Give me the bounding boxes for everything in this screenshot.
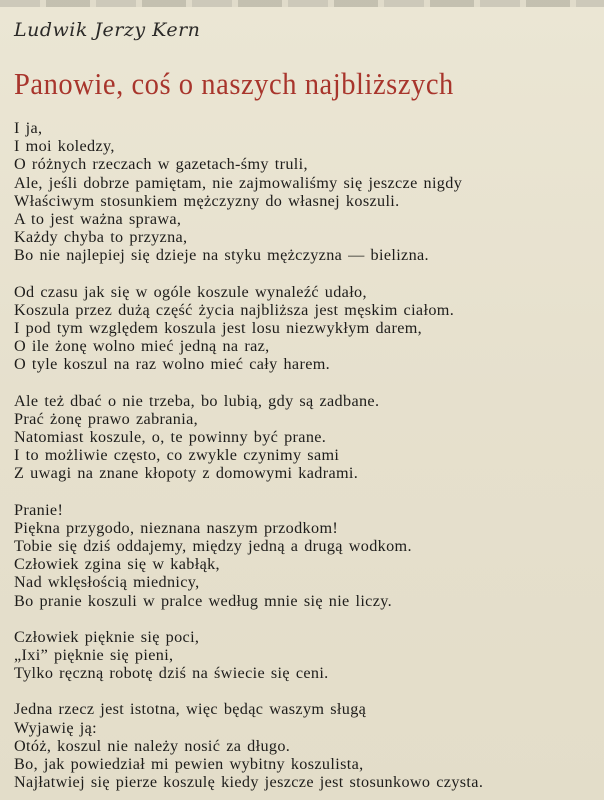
poem-line: Prać żonę prawo zabrania, — [14, 409, 199, 428]
poem-line: Człowiek pięknie się poci, — [14, 627, 200, 646]
poem-line: Z uwagi na znane kłopoty z domowymi kadrami. — [14, 464, 359, 483]
poem-line: Nad wklęsłością miednicy, — [14, 573, 200, 592]
stanza — [14, 501, 594, 610]
stanza — [14, 283, 594, 374]
poem-line: Tylko ręczną robotę dziś na świecie się ceni. — [14, 664, 329, 683]
author-name: Ludwik Jerzy Kern — [14, 19, 201, 41]
poem-line: Najłatwiej się pierze koszulę kiedy jeszcze jest stosunkowo czysta. — [14, 773, 484, 792]
poem-line: Człowiek zgina się w kabłąk, — [14, 555, 220, 574]
poem-line: Bo, jak powiedział mi pewien wybitny koszulista, — [14, 755, 364, 774]
poem-line: I ja, — [14, 119, 43, 137]
poem-line: „Ixi” pięknie się pieni, — [14, 646, 174, 665]
poem-line: O tyle koszul na raz wolno mieć cały harem. — [14, 355, 331, 374]
poem-line: Pranie! — [14, 500, 64, 519]
poem-line: Tobie się dziś oddajemy, między jedną a drugą wodkom. — [14, 537, 412, 556]
poem-line: Bo nie najlepiej się dzieje na styku mężczyzna — bielizna. — [14, 246, 429, 265]
poem-line: I pod tym względem koszula jest losu niezwykłym darem, — [14, 319, 423, 338]
poem-line: Natomiast koszule, o, te powinny być prane. — [14, 428, 327, 447]
poem-line: Wyjawię ją: — [14, 718, 98, 737]
stanza — [14, 628, 594, 683]
page-top-edge — [0, 0, 604, 7]
stanza — [14, 119, 594, 265]
poem-line: O ile żonę wolno mieć jedną na raz, — [14, 337, 270, 356]
poem-line: Każdy chyba to przyzna, — [14, 228, 188, 247]
poem-line: O różnych rzeczach w gazetach-śmy truli, — [14, 155, 308, 174]
poem-line: Ale, jeśli dobrze pamiętam, nie zajmowaliśmy się jeszcze nigdy — [14, 173, 463, 192]
poem-body — [14, 119, 594, 800]
poem-line: A to jest ważna sprawa, — [14, 210, 182, 229]
poem-line: Otóż, koszul nie należy nosić za długo. — [14, 736, 291, 755]
poem-line: I to możliwie często, co zwykle czynimy sami — [14, 446, 340, 465]
poem-title: Panowie, coś o naszych najbliższych — [14, 66, 454, 101]
poem-line: Koszula przez dużą część życia najbliższa jest męskim ciałom. — [14, 300, 455, 319]
poem-line: Bo pranie koszuli w pralce według mnie się nie liczy. — [14, 591, 393, 610]
stanza — [14, 700, 594, 791]
poem-line: Od czasu jak się w ogóle koszule wynaleźć udało, — [14, 282, 367, 301]
poem-line: Ale też dbać o nie trzeba, bo lubią, gdy są zadbane. — [14, 391, 380, 410]
poem-line: Jedna rzecz jest istotna, więc będąc waszym sługą — [14, 700, 367, 719]
poem-line: Właściwym stosunkiem mężczyzny do własnej koszuli. — [14, 191, 400, 210]
poem-line: Piękna przygodo, nieznana naszym przodkom! — [14, 518, 339, 537]
stanza — [14, 392, 594, 483]
poem-line: I moi koledzy, — [14, 137, 115, 156]
